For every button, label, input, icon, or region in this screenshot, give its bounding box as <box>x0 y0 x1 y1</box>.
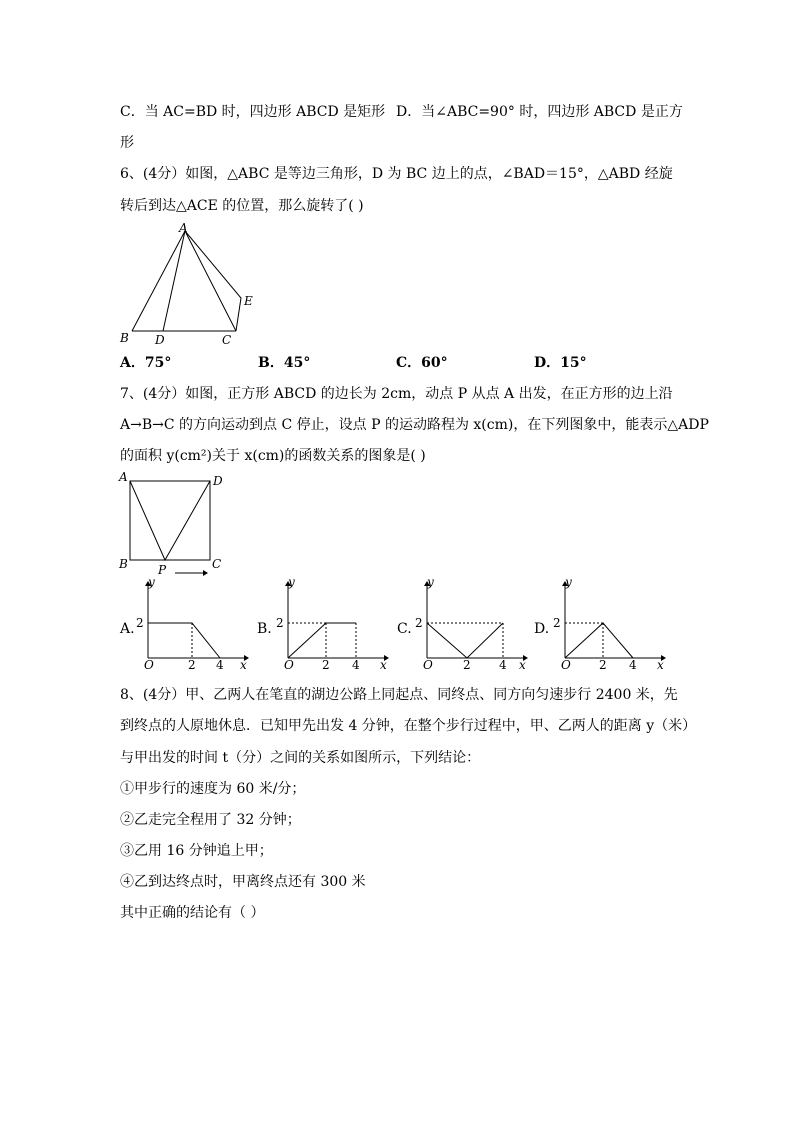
q8-item-1: ①甲步行的速度为 60 米/分； <box>120 781 306 797</box>
q7-square-figure <box>115 470 245 580</box>
q7-graph-d-y2: 2 <box>553 616 561 630</box>
q6-option-d: D．15° <box>534 355 587 371</box>
q7-label-c: C <box>212 557 222 571</box>
q7-option-a: A. <box>120 621 135 637</box>
q7-graph-c-ylabel: y <box>427 575 434 589</box>
q5-option-c: C．当 AC=BD 时，四边形 ABCD 是矩形 <box>120 104 386 120</box>
q7-label-a: A <box>119 470 128 484</box>
q7-graph-b-xlabel: x <box>380 658 387 672</box>
q7-graph-c <box>415 572 531 672</box>
q7-graph-d-ylabel: y <box>565 575 572 589</box>
q7-option-d: D. <box>534 621 550 637</box>
q6-option-b: B．45° <box>258 355 311 371</box>
q7-graph-d-x2: 2 <box>599 658 607 672</box>
q7-graph-b-x2: 2 <box>322 658 330 672</box>
q7-line1: 7、(4分）如图，正方形 ABCD 的边长为 2cm，动点 P 从点 A 出发，在正方形的边上沿 <box>120 386 673 402</box>
q5-option-d-cont: 形 <box>120 135 134 151</box>
q7-graph-d-origin: O <box>561 658 571 672</box>
q6-triangle-figure <box>115 220 265 350</box>
q7-graph-d-xlabel: x <box>657 658 664 672</box>
q7-option-c: C. <box>397 621 412 637</box>
q6-label-e: E <box>244 294 253 308</box>
q7-graph-a-y2: 2 <box>136 616 144 630</box>
q7-graph-b-origin: O <box>284 658 294 672</box>
q6-line1: 6、(4分）如图，△ABC 是等边三角形，D 为 BC 边上的点，∠BAD＝15°，△ABD 经旋 <box>120 166 673 182</box>
q8-item-2: ②乙走完全程用了 32 分钟； <box>120 812 301 828</box>
q6-label-b: B <box>120 331 129 345</box>
q7-line2: A→B→C 的方向运动到点 C 停止，设点 P 的运动路程为 x(cm)，在下列图象中，能表示△ADP <box>120 417 709 433</box>
q7-graph-a-x2: 2 <box>188 658 196 672</box>
q7-graph-c-xlabel: x <box>519 658 526 672</box>
q7-graph-a-x4: 4 <box>216 658 224 672</box>
q7-graph-b-y2: 2 <box>276 616 284 630</box>
q7-graph-b-ylabel: y <box>288 575 295 589</box>
q7-option-b: B. <box>257 621 272 637</box>
q7-graph-a-origin: O <box>144 658 154 672</box>
q7-line3: 的面积 y(cm²)关于 x(cm)的函数关系的图象是( ) <box>120 448 426 464</box>
q8-line3: 与甲出发的时间 t（分）之间的关系如图所示，下列结论： <box>120 750 481 766</box>
q7-graph-b-x4: 4 <box>352 658 360 672</box>
q7-graph-b <box>276 572 392 672</box>
q7-graph-c-origin: O <box>423 658 433 672</box>
q7-label-b: B <box>119 557 128 571</box>
q7-graph-d <box>553 572 669 672</box>
q7-graph-d-x4: 4 <box>629 658 637 672</box>
q8-question: 其中正确的结论有（ ） <box>120 905 265 921</box>
q6-label-c: C <box>222 333 232 347</box>
q8-item-3: ③乙用 16 分钟追上甲； <box>120 843 273 859</box>
q6-line2: 转后到达△ACE 的位置，那么旋转了( ) <box>120 198 364 214</box>
q8-line1: 8、(4分）甲、乙两人在笔直的湖边公路上同起点、同终点、同方向匀速步行 2400 米，先 <box>120 687 678 703</box>
q7-label-d: D <box>213 474 223 488</box>
q7-graph-c-x4: 4 <box>499 658 507 672</box>
q8-line2: 到终点的人原地休息．已知甲先出发 4 分钟，在整个步行过程中，甲、乙两人的距离 y（米） <box>120 718 697 734</box>
q6-option-c: C．60° <box>396 355 448 371</box>
q7-graph-c-y2: 2 <box>415 616 423 630</box>
q6-label-a: A <box>179 221 188 235</box>
q6-label-d: D <box>155 333 165 347</box>
q7-graph-a-xlabel: x <box>240 658 247 672</box>
q7-graph-a <box>136 572 252 672</box>
q6-option-a: A．75° <box>120 355 172 371</box>
q8-item-4: ④乙到达终点时，甲离终点还有 300 米 <box>120 874 366 890</box>
q7-graph-a-ylabel: y <box>148 575 155 589</box>
q7-graph-c-x2: 2 <box>463 658 471 672</box>
q5-option-d: D．当∠ABC=90° 时，四边形 ABCD 是正方 <box>396 104 683 120</box>
q7-label-p: P <box>158 563 167 577</box>
